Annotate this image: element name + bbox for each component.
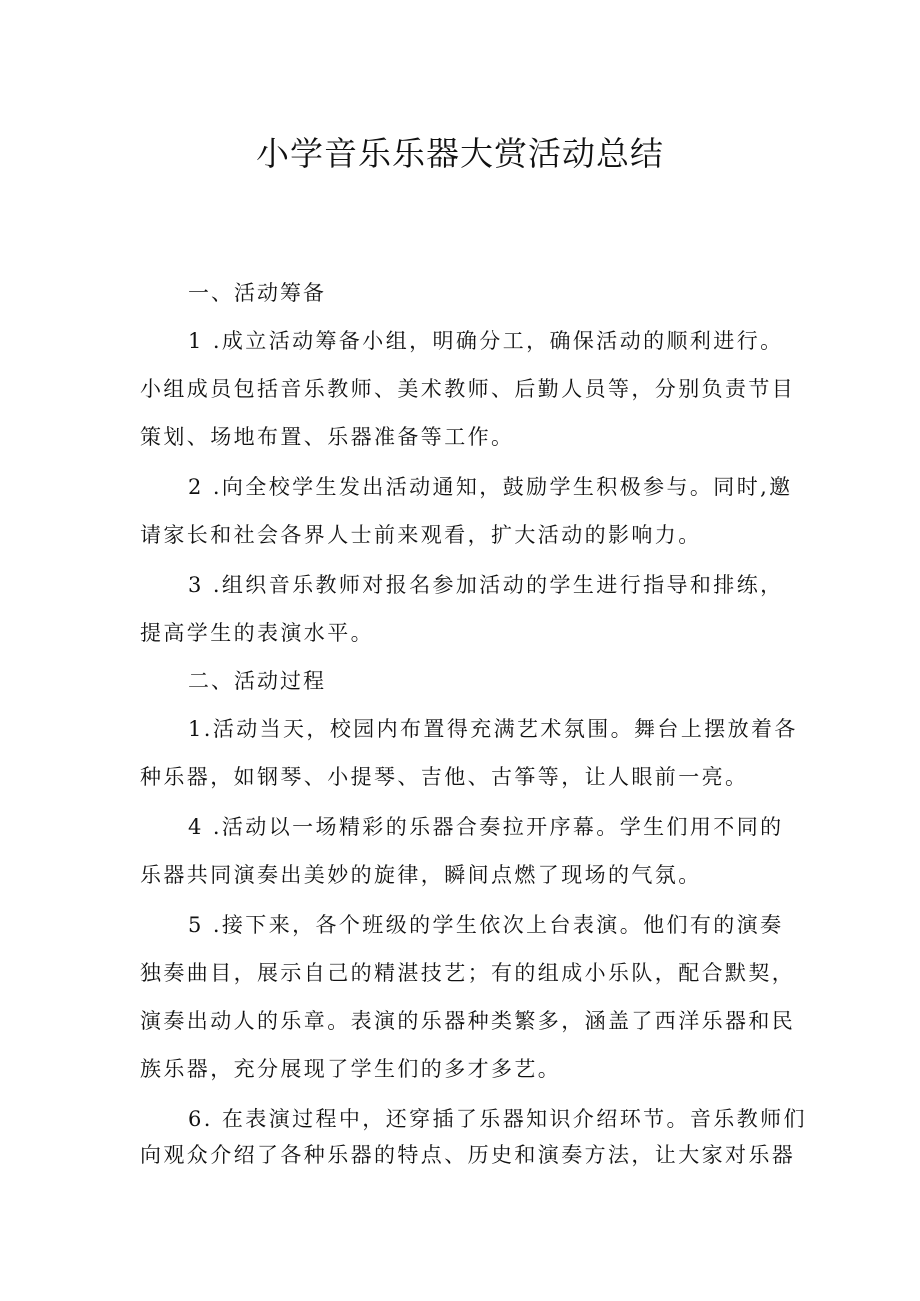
paragraph-line: 2 .向全校学生发出活动通知，鼓励学生积极参与。同时,邀 — [188, 475, 793, 499]
paragraph-line: 种乐器，如钢琴、小提琴、吉他、古筝等，让人眼前一亮。 — [140, 765, 749, 789]
paragraph-line: 小组成员包括音乐教师、美术教师、后勤人员等，分别负责节目 — [140, 377, 796, 401]
paragraph-line: 1 .成立活动筹备小组，明确分工，确保活动的顺利进行。 — [188, 329, 784, 353]
paragraph-line: 向观众介绍了各种乐器的特点、历史和演奏方法，让大家对乐器 — [140, 1143, 796, 1167]
paragraph-line: 4 .活动以一场精彩的乐器合奏拉开序幕。学生们用不同的 — [188, 815, 784, 839]
section-heading-process: 二、活动过程 — [188, 669, 326, 693]
paragraph-line: 请家长和社会各界人士前来观看，扩大活动的影响力。 — [140, 523, 702, 547]
paragraph-line: 演奏出动人的乐章。表演的乐器种类繁多，涵盖了西洋乐器和民 — [140, 1009, 796, 1033]
paragraph-line: 3 .组织音乐教师对报名参加活动的学生进行指导和排练， — [188, 573, 784, 597]
paragraph-line: 6. 在表演过程中，还穿插了乐器知识介绍环节。音乐教师们 — [188, 1107, 807, 1131]
paragraph-line: 策划、场地布置、乐器准备等工作。 — [140, 425, 515, 449]
paragraph-line: 族乐器，充分展现了学生们的多才多艺。 — [140, 1057, 562, 1081]
section-heading-preparation: 一、活动筹备 — [188, 281, 326, 305]
paragraph-line: 独奏曲目，展示自己的精湛技艺；有的组成小乐队，配合默契， — [140, 961, 796, 985]
document-title: 小学音乐乐器大赏活动总结 — [256, 134, 664, 173]
paragraph-line: 1.活动当天，校园内布置得充满艺术氛围。舞台上摆放着各 — [188, 717, 798, 741]
paragraph-line: 乐器共同演奏出美妙的旋律，瞬间点燃了现场的气氛。 — [140, 863, 702, 887]
paragraph-line: 提高学生的表演水平。 — [140, 621, 374, 645]
paragraph-line: 5 .接下来，各个班级的学生依次上台表演。他们有的演奏 — [188, 913, 784, 937]
